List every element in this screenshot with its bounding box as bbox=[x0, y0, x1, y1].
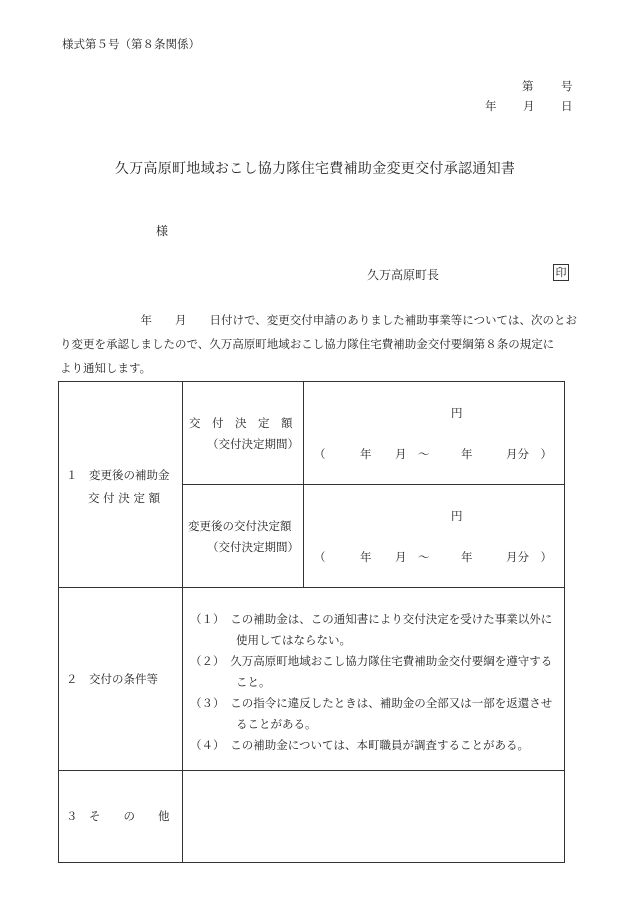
date-month-label: 月 bbox=[523, 99, 535, 113]
table-border-top bbox=[58, 381, 565, 382]
condition-line: 使用してはならない。 bbox=[190, 633, 351, 647]
sub2-label-line-1: 変更後の交付決定額 bbox=[188, 519, 292, 533]
condition-line: こと。 bbox=[190, 675, 271, 689]
document-number-suffix: 号 bbox=[561, 79, 573, 93]
body-text-line-3: より通知します。 bbox=[60, 361, 152, 375]
sub2-yen-label: 円 bbox=[451, 509, 463, 523]
sub1-period-year2: 年 bbox=[461, 447, 473, 461]
condition-line: （３） この指令に違反したときは、補助金の全部又は一部を返還させ bbox=[190, 696, 553, 710]
table-border-left bbox=[58, 381, 59, 863]
table-border-bottom bbox=[58, 862, 565, 863]
document-title: 久万高原町地域おこし協力隊住宅費補助金変更交付承認通知書 bbox=[114, 161, 516, 177]
addressee-suffix: 様 bbox=[156, 224, 169, 238]
document-number-label: 第 bbox=[522, 79, 534, 93]
row1-label-line-2: 交 付 決 定 額 bbox=[88, 491, 161, 505]
row3-label: ３ そ の 他 bbox=[66, 809, 170, 823]
date-year-label: 年 bbox=[485, 99, 497, 113]
table-col-divider bbox=[182, 381, 183, 863]
sub2-label-line-2: （交付決定期間） bbox=[207, 540, 299, 554]
sub1-label-line-2: （交付決定期間） bbox=[207, 437, 299, 451]
sub2-period-month2: 月分 ） bbox=[506, 550, 552, 564]
sub1-label-line-1: 交 付 決 定 額 bbox=[189, 416, 293, 430]
seal-mark: 印 bbox=[553, 264, 569, 281]
row1-label-line-1: １ 変更後の補助金 bbox=[66, 468, 170, 482]
sub1-yen-label: 円 bbox=[451, 406, 463, 420]
body-text-line-1: 年 月 日付けで、変更交付申請のありました補助事業等については、次のとお bbox=[60, 313, 578, 327]
sub2-period-open: （ bbox=[314, 550, 326, 564]
issuer-name: 久万高原町長 bbox=[367, 268, 440, 282]
sub2-period-month1: 月 〜 bbox=[395, 550, 430, 564]
sub2-period-year1: 年 bbox=[360, 550, 372, 564]
sub2-period-year2: 年 bbox=[461, 550, 473, 564]
sub1-period-month1: 月 〜 bbox=[395, 447, 430, 461]
body-text-line-2: り変更を承認しましたので、久万高原町地域おこし協力隊住宅費補助金交付要綱第８条の規定に bbox=[60, 337, 555, 351]
table-row-divider-1 bbox=[58, 587, 565, 588]
sub1-period-year1: 年 bbox=[360, 447, 372, 461]
row2-label: ２ 交付の条件等 bbox=[66, 672, 158, 686]
condition-line: （２） 久万高原町地域おこし協力隊住宅費補助金交付要綱を遵守する bbox=[190, 654, 553, 668]
condition-line: ることがある。 bbox=[190, 717, 317, 731]
table-subrow-divider bbox=[182, 484, 565, 485]
table-row-divider-2 bbox=[58, 770, 565, 771]
condition-line: （１） この補助金は、この通知書により交付決定を受けた事業以外に bbox=[190, 612, 553, 626]
sub1-period-open: （ bbox=[314, 447, 326, 461]
table-border-right bbox=[564, 381, 565, 863]
condition-line: （４） この補助金については、本町職員が調査することがある。 bbox=[190, 738, 530, 752]
sub1-period-month2: 月分 ） bbox=[506, 447, 552, 461]
date-day-label: 日 bbox=[561, 99, 573, 113]
form-number: 様式第５号（第８条関係） bbox=[62, 37, 200, 51]
